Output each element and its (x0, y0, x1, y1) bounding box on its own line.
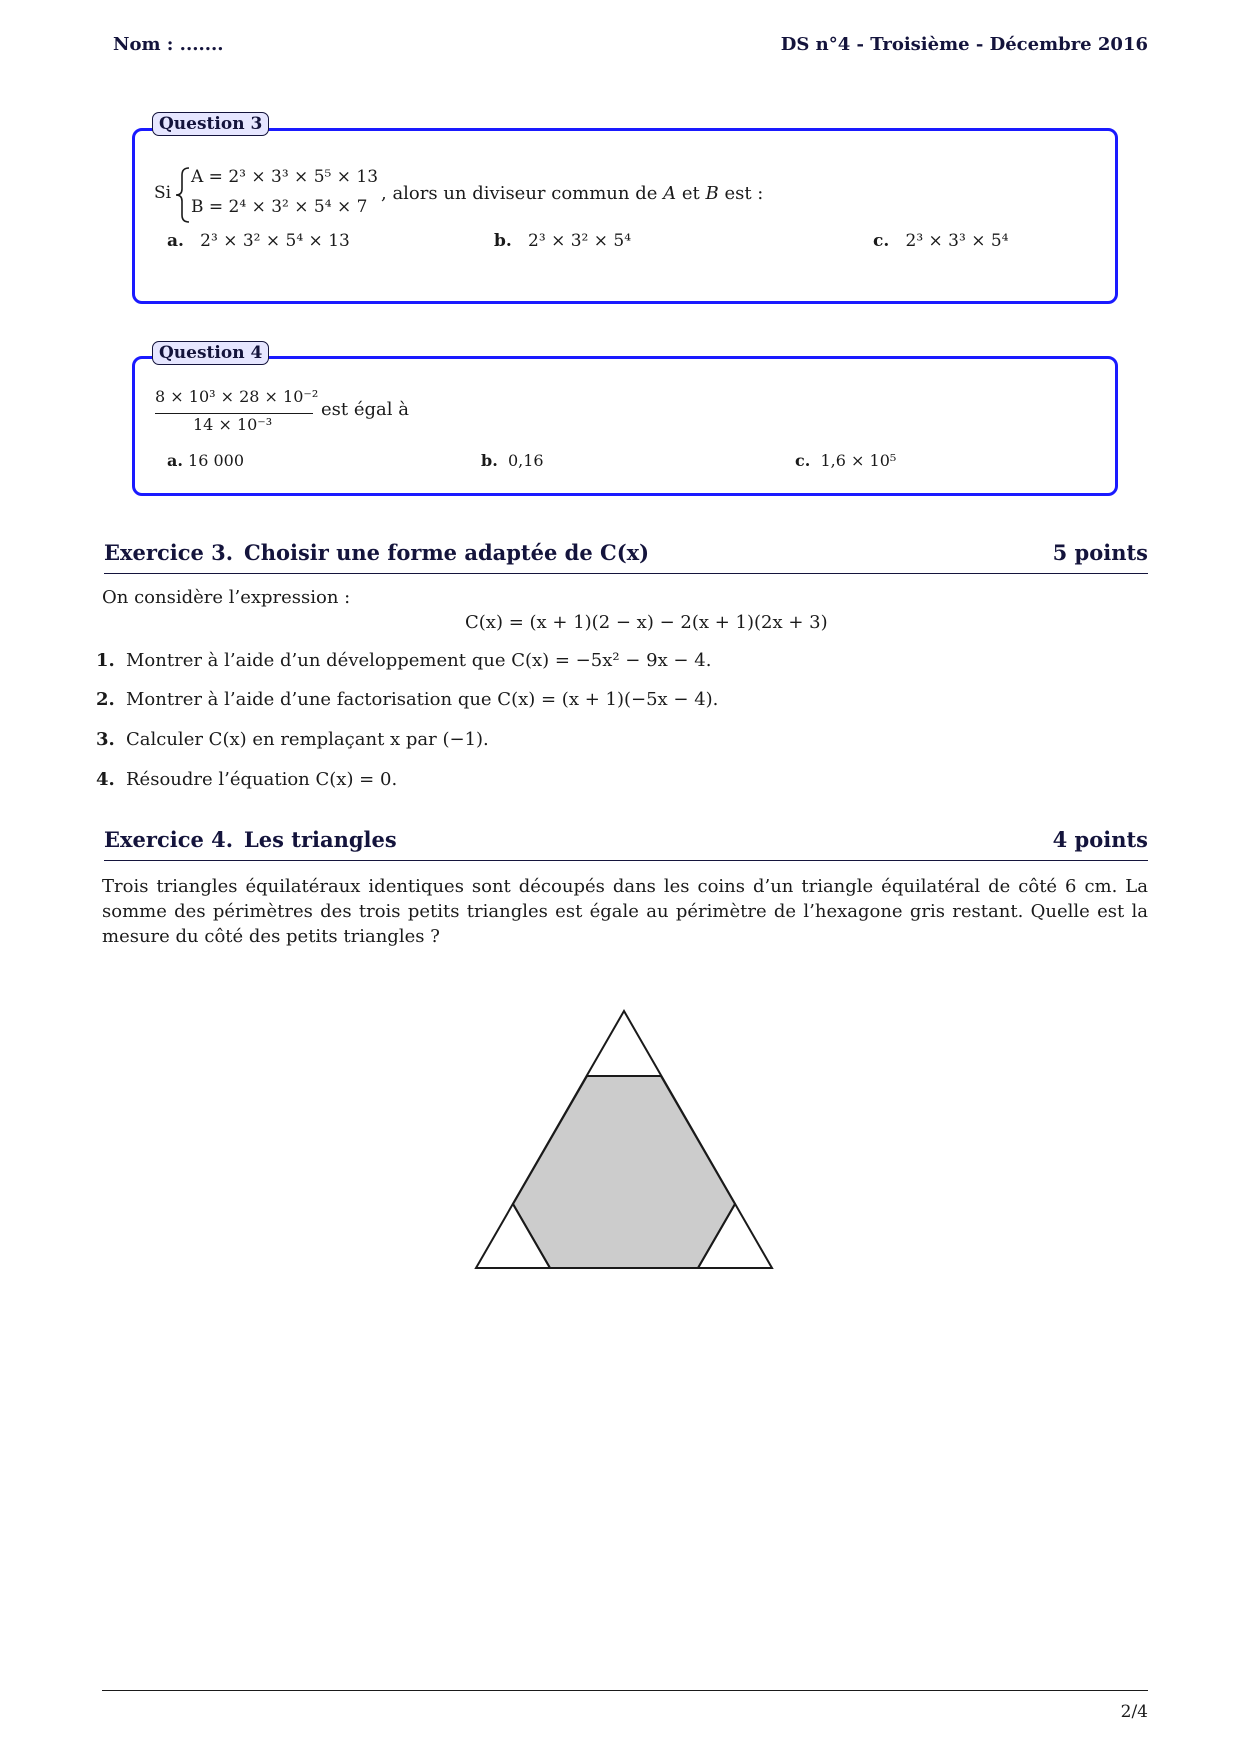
exercise-4-heading (104, 827, 1148, 861)
question-3-line-b: B = 2⁴ × 3² × 5⁴ × 7 (191, 197, 368, 217)
exercise-4-points: 4 points (1052, 827, 1148, 852)
question-4-option-a[interactable]: a. 16 000 (167, 451, 245, 470)
question-4-option-c[interactable]: c. 1,6 × 10⁵ (795, 451, 897, 470)
exercise-3-intro: On considère l’expression : (102, 587, 351, 608)
question-4-numerator: 8 × 10³ × 28 × 10⁻² (155, 387, 319, 406)
question-3-tag: Question 3 (152, 112, 269, 136)
question-4-denominator: 14 × 10⁻³ (193, 415, 273, 434)
exercise-4-number: Exercice 4. (104, 827, 234, 852)
exercise-3-item-4: 4. Résoudre l’équation C(x) = 0. (96, 769, 398, 790)
question-4-statement: est égal à (321, 399, 409, 420)
exercise-4-title: Les triangles (244, 827, 397, 852)
header-test-info: DS n°4 - Troisième - Décembre 2016 (780, 34, 1148, 55)
footer-rule (102, 1690, 1148, 1691)
exercise-3-expression: C(x) = (x + 1)(2 − x) − 2(x + 1)(2x + 3) (465, 612, 828, 633)
left-brace-icon (175, 167, 191, 223)
question-3-option-c[interactable]: c. 2³ × 3³ × 5⁴ (873, 231, 1009, 251)
question-4-tag: Question 4 (152, 341, 269, 365)
header-name-field: Nom : ....... (113, 34, 224, 55)
exercise-3-item-3: 3. Calculer C(x) en remplaçant x par (−1). (96, 729, 489, 750)
exercise-3-title: Choisir une forme adaptée de C(x) (244, 540, 650, 565)
exercise-3-heading (104, 540, 1148, 574)
exercise-3-item-1: 1. Montrer à l’aide d’un développement que C(x) = −5x² − 9x − 4. (96, 650, 712, 671)
question-3-box (132, 128, 1118, 304)
page-number: 2/4 (1120, 1702, 1148, 1722)
exercise-3-points: 5 points (1052, 540, 1148, 565)
question-4-option-b[interactable]: b. 0,16 (481, 451, 544, 470)
triangle-figure (470, 1005, 780, 1275)
question-4-box (132, 356, 1118, 496)
question-3-line-a: A = 2³ × 3³ × 5⁵ × 13 (191, 167, 379, 187)
question-3-si: Si (154, 183, 172, 203)
exercise-4-statement: Trois triangles équilatéraux identiques sont découpés dans les coins d’un triangle équilatéral de côté 6 cm. La somme des périmètres des trois petits triangles est égale au périmètre de l’hexagone gris restant. Quelle est la mesure du côté des petits triangles ? (102, 876, 1148, 947)
exercise-3-number: Exercice 3. (104, 540, 234, 565)
exercise-3-item-2: 2. Montrer à l’aide d’une factorisation que C(x) = (x + 1)(−5x − 4). (96, 689, 719, 710)
question-3-option-b[interactable]: b. 2³ × 3² × 5⁴ (494, 231, 632, 251)
question-4-fraction-bar (155, 413, 313, 414)
grey-hexagon (513, 1076, 735, 1268)
question-3-option-a[interactable]: a. 2³ × 3² × 5⁴ × 13 (167, 231, 350, 251)
question-3-statement: , alors un diviseur commun de A et B est : (381, 183, 764, 204)
